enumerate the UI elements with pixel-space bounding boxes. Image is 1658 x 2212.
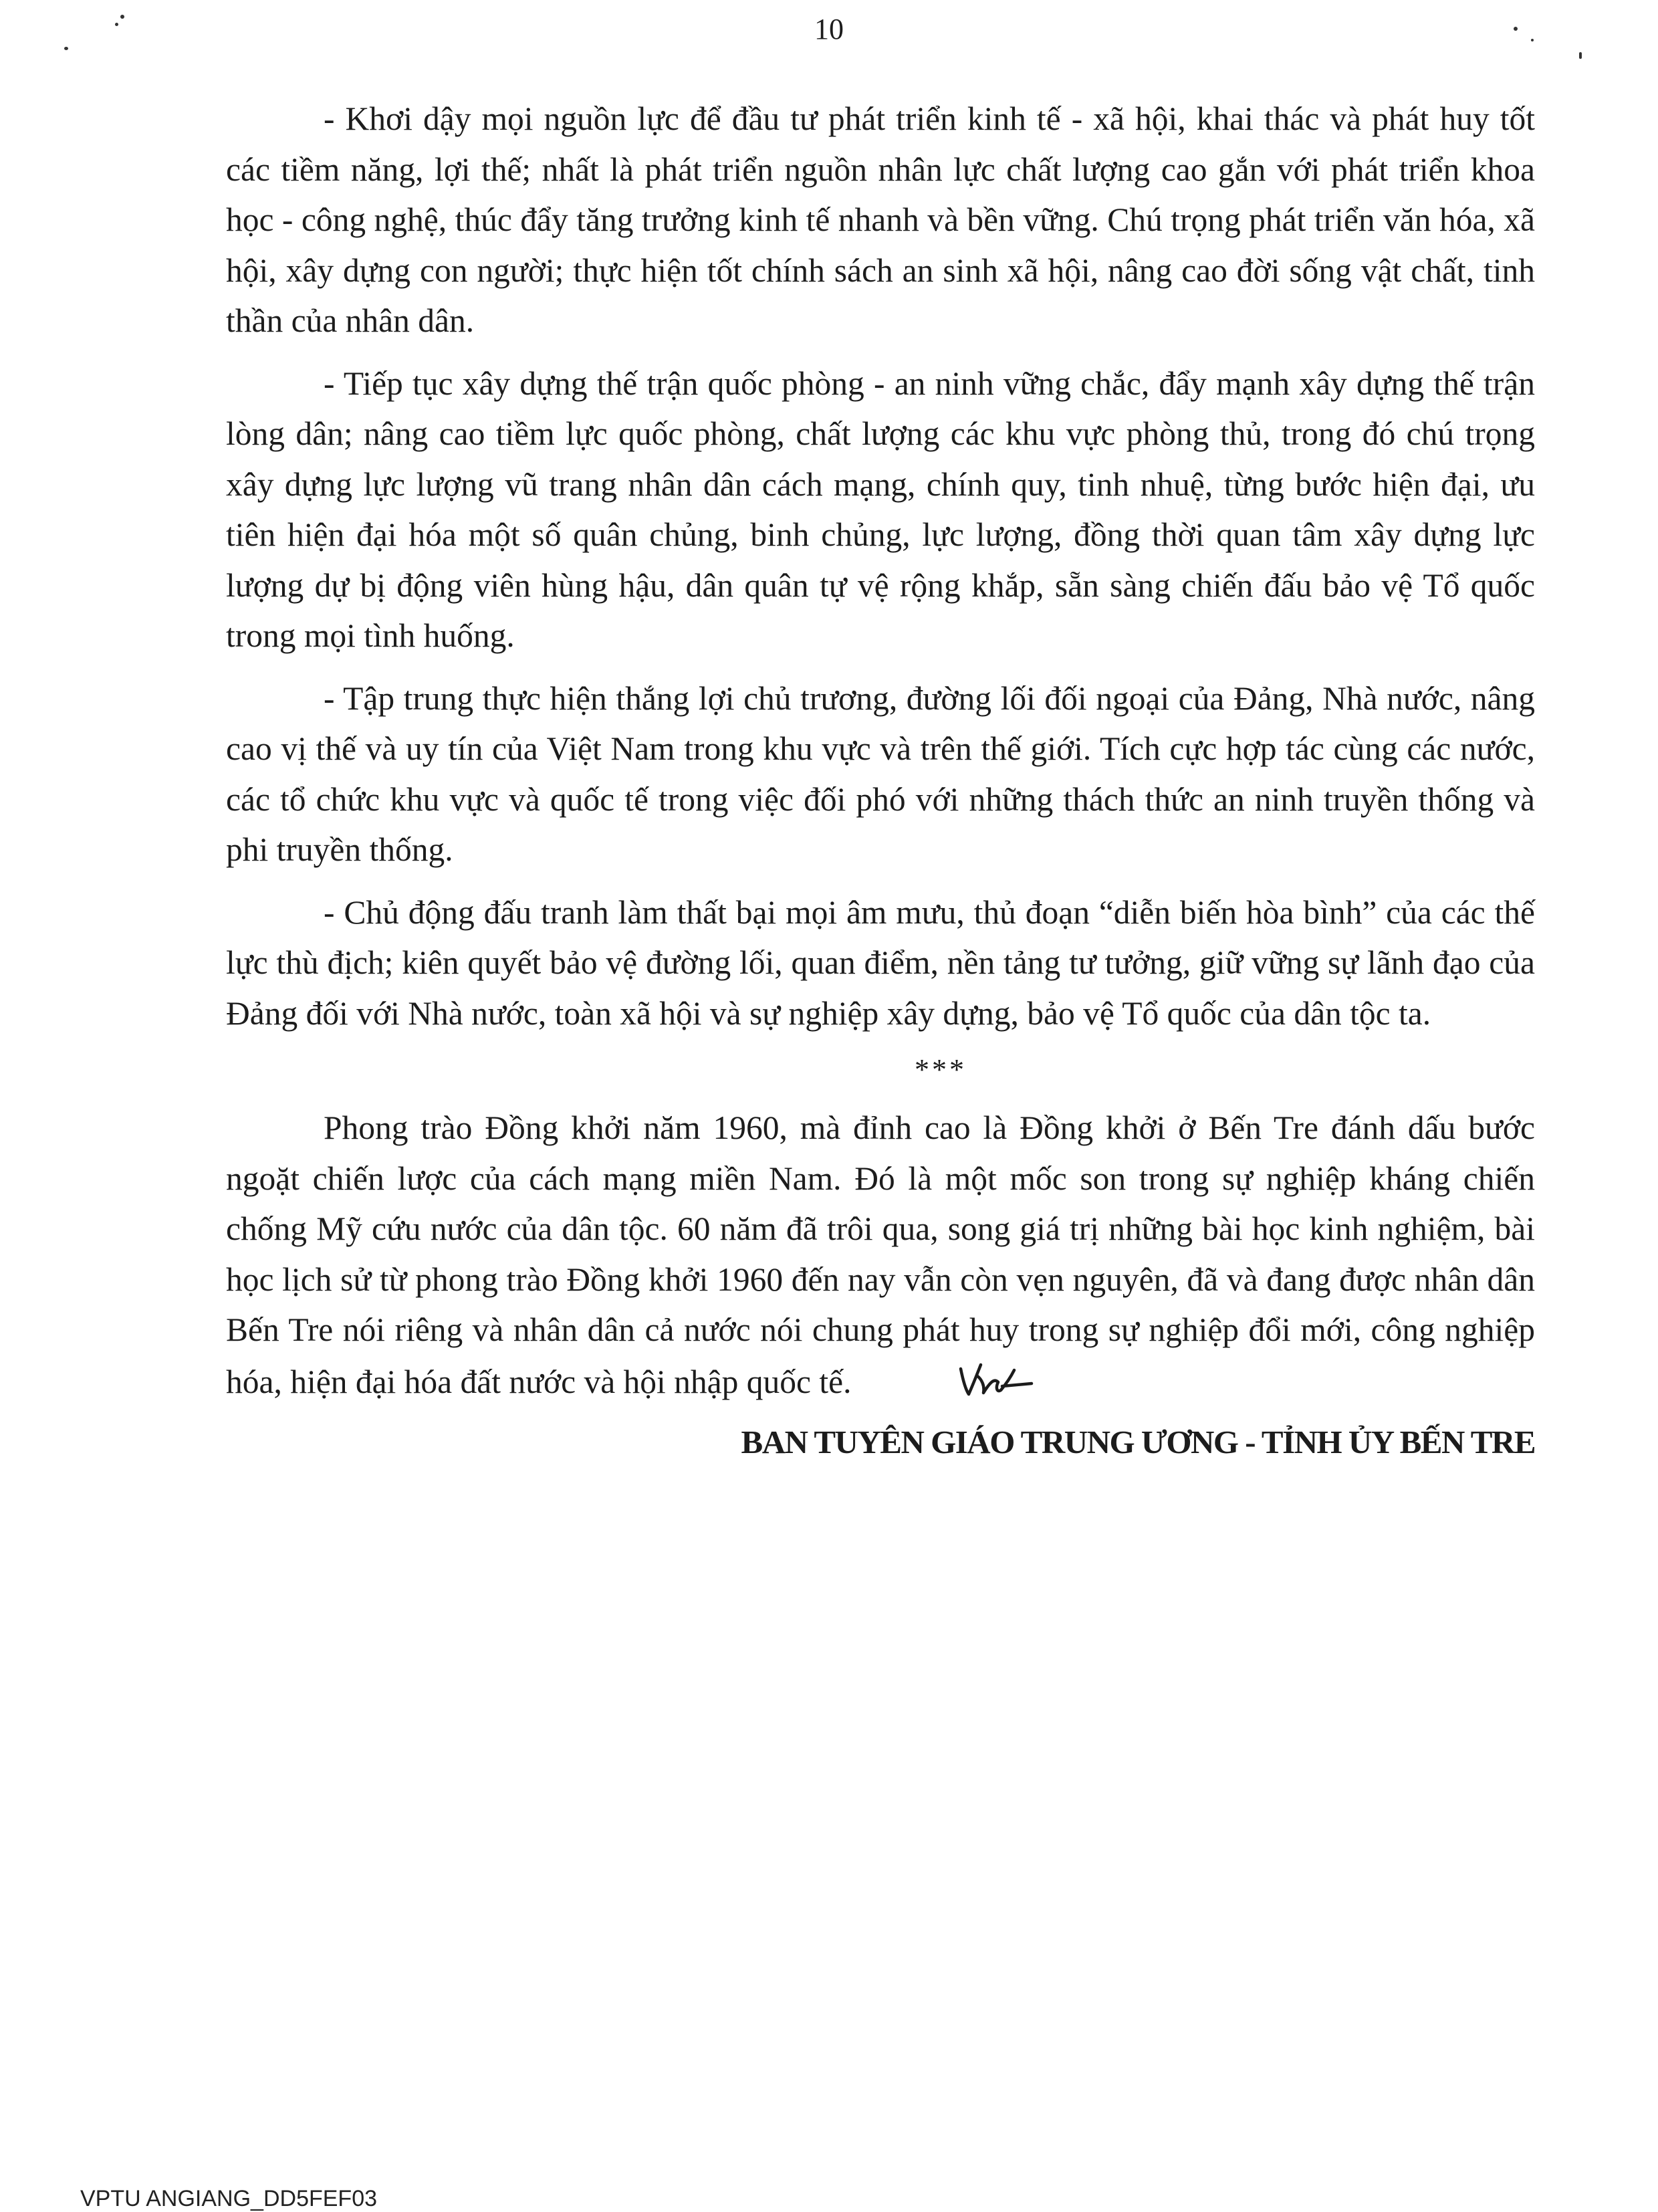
scan-speck: [1514, 27, 1518, 31]
paragraph-peaceful-evolution: - Chủ động đấu tranh làm thất bại mọi âm mưu, thủ đoạn “diễn biến hòa bình” của các thế lực thù địch; kiên quyết bảo vệ đường lối, quan điểm, nền tảng tư tưởng, giữ vững sự lãnh đạo của Đảng đối với Nhà nước, toàn xã hội và sự nghiệp xây dựng, bảo vệ Tổ quốc của dân tộc ta.: [226, 893, 1535, 1032]
scan-speck: [120, 15, 124, 19]
document-id-footer: VPTU ANGIANG_DD5FEF03: [80, 2186, 378, 2211]
conclusion-text: Phong trào Đồng khởi năm 1960, mà đỉnh cao là Đồng khởi ở Bến Tre đánh dấu bước ngoặt chiến lược của cách mạng miền Nam. Đó là một mốc son trong sự nghiệp kháng chiến chống Mỹ cứu nước của dân tộc. 60 năm đã trôi qua, song giá trị những bài học kinh nghiệm, bài học lịch sử từ phong trào Đồng khởi 1960 đến nay vẫn còn vẹn nguyên, đã và đang được nhân dân Bến Tre nói riêng và nhân dân cả nước nói chung phát huy trong sự nghiệp đổi mới, công nghiệp hóa, hiện đại hóa đất nước và hội nhập quốc tế.: [226, 1109, 1535, 1400]
scan-speck: [1579, 52, 1582, 59]
paragraph-national-defense: - Tiếp tục xây dựng thế trận quốc phòng - an ninh vững chắc, đẩy mạnh xây dựng thế trận lòng dân; nâng cao tiềm lực quốc phòng, chất lượng các khu vực phòng thủ, trong đó chú trọng xây dựng lực lượng vũ trang nhân dân cách mạng, chính quy, tinh nhuệ, từng bước hiện đại, ưu tiên hiện đại hóa một số quân chủng, binh chủng, lực lượng, đồng thời quan tâm xây dựng lực lượng dự bị động viên hùng hậu, dân quân tự vệ rộng khắp, sẵn sàng chiến đấu bảo vệ Tổ quốc trong mọi tình huống.: [226, 364, 1535, 654]
section-separator: ***: [915, 1053, 967, 1086]
body-text: [226, 94, 1535, 1466]
scan-speck: [64, 47, 68, 50]
paragraph-foreign-affairs: - Tập trung thực hiện thắng lợi chủ trương, đường lối đối ngoại của Đảng, Nhà nước, nâng cao vị thế và uy tín của Việt Nam trong khu vực và trên thế giới. Tích cực hợp tác cùng các nước, các tổ chức khu vực và quốc tế trong việc đối phó với những thách thức an ninh truyền thống và phi truyền thống.: [226, 679, 1535, 868]
page-number: 10: [814, 13, 844, 45]
handwritten-initials-icon: [856, 1355, 937, 1402]
paragraph-economic-development: - Khơi dậy mọi nguồn lực để đầu tư phát triển kinh tế - xã hội, khai thác và phát huy tốt các tiềm năng, lợi thế; nhất là phát triển nguồn nhân lực chất lượng cao gắn với phát triển khoa học - công nghệ, thúc đẩy tăng trưởng kinh tế nhanh và bền vững. Chú trọng phát triển văn hóa, xã hội, xây dựng con người; thực hiện tốt chính sách an sinh xã hội, nâng cao đời sống vật chất, tinh thần của nhân dân.: [226, 100, 1535, 339]
scan-speck: [115, 23, 118, 26]
issuing-authority: BAN TUYÊN GIÁO TRUNG ƯƠNG - TỈNH ỦY BẾN TRE: [741, 1424, 1535, 1460]
scan-speck: [1531, 39, 1534, 41]
paragraph-conclusion: [226, 1103, 1535, 1407]
